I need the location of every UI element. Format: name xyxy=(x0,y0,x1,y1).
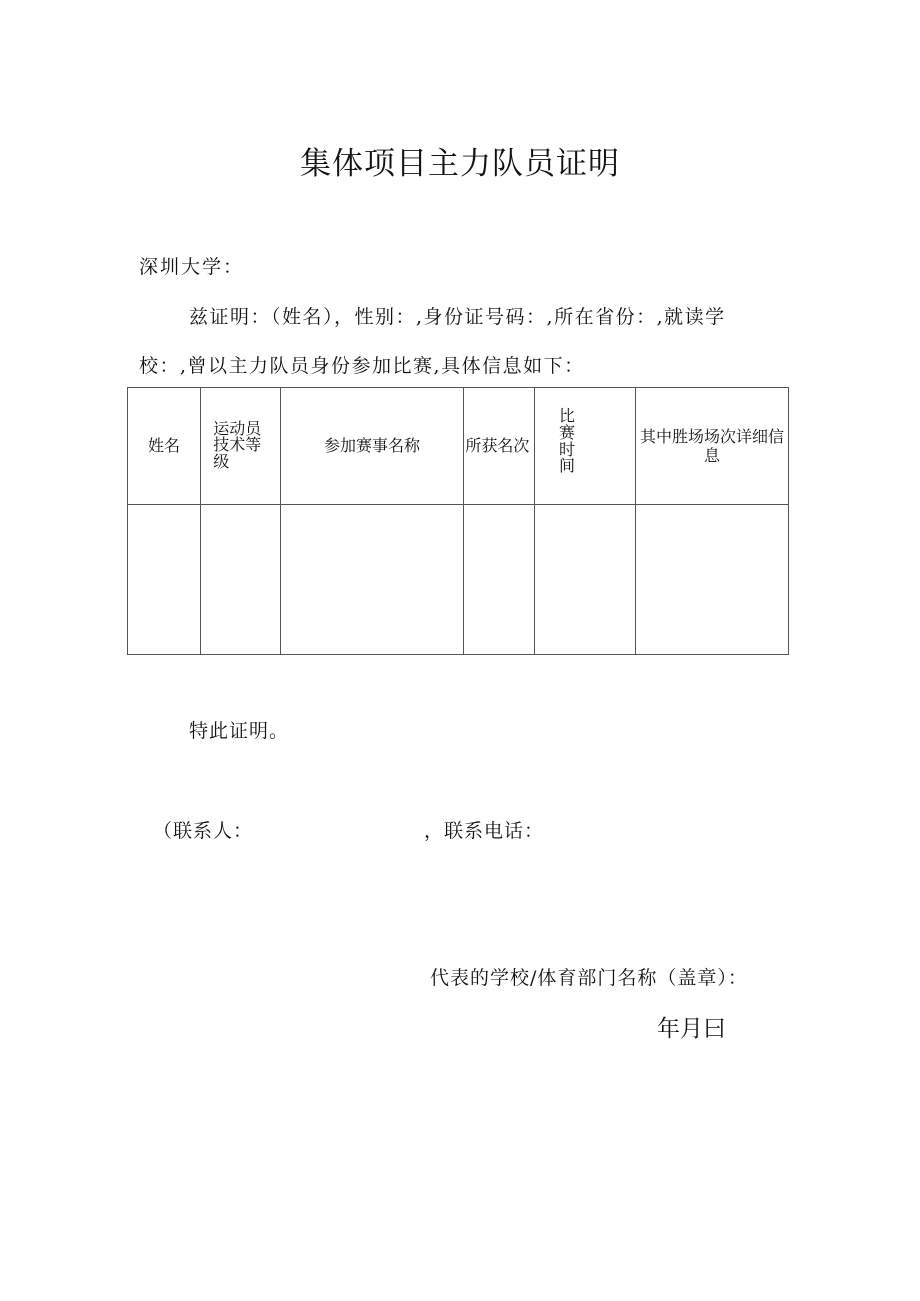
cell-athlete-level[interactable] xyxy=(201,505,281,655)
cell-event-name[interactable] xyxy=(281,505,464,655)
body-text-line-1: 兹证明：（姓名），性别：,身份证号码：,所在省份：,就读学 xyxy=(189,306,726,328)
cell-match-time[interactable] xyxy=(535,505,636,655)
header-wins-detail: 其中胜场场次详细信息 xyxy=(636,388,789,505)
header-event-name: 参加赛事名称 xyxy=(281,388,464,505)
header-name: 姓名 xyxy=(128,388,201,505)
info-table xyxy=(127,387,789,655)
cell-rank[interactable] xyxy=(464,505,535,655)
header-rank: 所获名次 xyxy=(464,388,535,505)
cell-wins-detail[interactable] xyxy=(636,505,789,655)
header-match-time: 比赛时间 xyxy=(535,388,636,505)
closing-text: 特此证明。 xyxy=(189,720,290,742)
body-text-line-2: 校：,曾以主力队员身份参加比赛,具体信息如下： xyxy=(139,355,585,377)
date-line: 年月曰 xyxy=(657,1016,726,1042)
contact-person-label: （联系人： xyxy=(153,820,254,842)
contact-phone-label: ，联系电话： xyxy=(424,820,545,842)
salutation: 深圳大学： xyxy=(139,256,245,278)
table-row xyxy=(128,505,789,655)
header-athlete-level: 运动员技术等级 xyxy=(201,388,281,505)
cell-name[interactable] xyxy=(128,505,201,655)
page-title: 集体项目主力队员证明 xyxy=(300,146,620,182)
table-header-row xyxy=(128,388,789,505)
stamp-line: 代表的学校/体育部门名称（盖章）： xyxy=(430,967,748,989)
